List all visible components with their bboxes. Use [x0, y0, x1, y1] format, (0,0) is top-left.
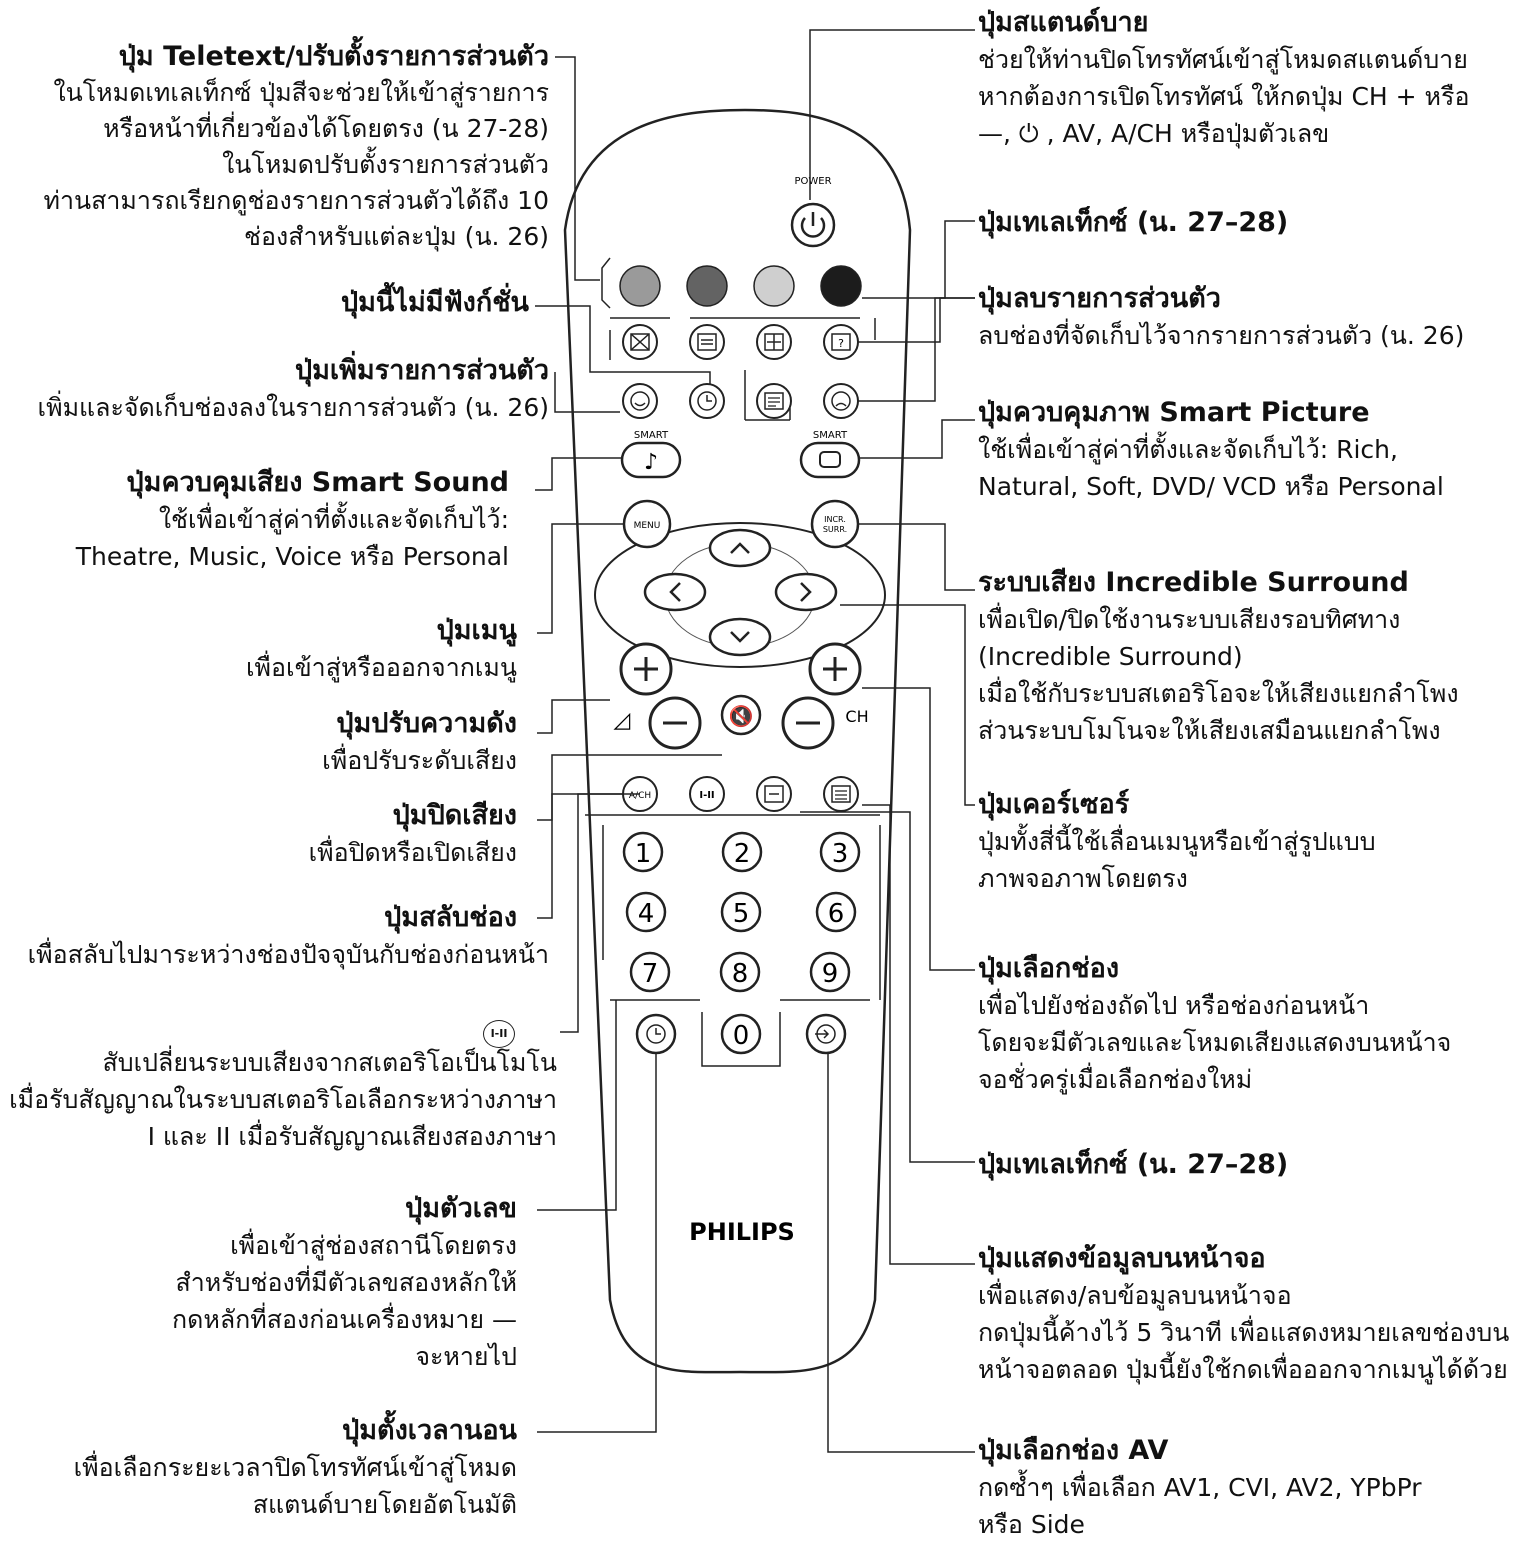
green-teletext-button[interactable] — [687, 266, 727, 306]
digit-button-5[interactable] — [722, 893, 760, 931]
svg-text:0: 0 — [732, 1021, 750, 1051]
digit-button-3[interactable] — [821, 833, 859, 871]
red-teletext-button[interactable] — [620, 266, 660, 306]
digit-button-2[interactable] — [723, 833, 761, 871]
svg-text:7: 7 — [641, 959, 659, 989]
smart-sound-label: SMART — [633, 430, 669, 441]
teletext-cancel-button[interactable] — [623, 325, 657, 359]
label-standby: ปุ่มสแตนด์บาย ช่วยให้ท่านปิดโทรทัศน์เข้าสู่โหมดสแตนด์บาย หากต้องการเปิดโทรทัศน์ ให้กดปุ่ม CH + หรือ —, ⏻ , AV, A/CH หรือปุ่มตัวเลข — [978, 7, 1470, 148]
channel-up-button[interactable] — [810, 644, 860, 694]
yellow-teletext-button[interactable] — [754, 266, 794, 306]
svg-text:5: 5 — [732, 899, 750, 929]
incr-label: INCR. — [824, 515, 846, 524]
teletext-index-button[interactable] — [757, 384, 791, 418]
teletext-mix-button[interactable] — [690, 325, 724, 359]
label-teletext-bottom: ปุ่มเทเลเท็กซ์ (น. 27–28) — [978, 1149, 1289, 1180]
svg-text:6: 6 — [827, 899, 845, 929]
label-no-function: ปุ่มนี้ไม่มีฟังก์ชั่น — [341, 287, 529, 318]
label-smart-sound: ปุ่มควบคุมเสียง Smart Sound ใช้เพื่อเข้าสู่ค่าที่ตั้งและจัดเก็บไว้: Theatre, Music, Voice หรือ Personal — [75, 467, 509, 571]
label-teletext-personal: ปุ่ม Teletext/ปรับตั้งรายการส่วนตัว ในโหมดเทเลเท็กซ์ ปุ่มสีจะช่วยให้เข้าสู่รายการ หรือหน้าที่เกี่ยวข้องได้โดยตรง (น 27-28) ในโหมดปรับตั้งรายการส่วนตัว ท่านสามารถเรียกดูช่องรายการส่วนตัวได้ถึง 10 ช่องสำหรับแต่ละปุ่ม (น. 26) — [43, 41, 549, 251]
label-incredible-surround: ระบบเสียง Incredible Surround เพื่อเปิด/ปิดใช้งานระบบเสียงรอบทิศทาง (Incredible Surround) เมื่อใช้กับระบบสเตอริโอจะให้เสียงแยกลำโพง ส่วนระบบโมโนจะให้เสียงเสมือนแยกลำโพง — [978, 567, 1459, 745]
add-personal-button[interactable] — [623, 384, 657, 418]
svg-text:2: 2 — [733, 839, 751, 869]
smart-picture-button[interactable] — [801, 443, 859, 477]
brand-logo: PHILIPS — [689, 1218, 795, 1246]
menu-button-label: MENU — [633, 521, 661, 531]
label-swap-channel: ปุ่มสลับช่อง เพื่อสลับไปมาระหว่างช่องปัจจุบันกับช่องก่อนหน้า — [27, 902, 549, 969]
cursor-left-button[interactable] — [645, 574, 705, 610]
no-function-button[interactable] — [690, 384, 724, 418]
power-label: POWER — [794, 176, 832, 187]
volume-up-button[interactable] — [621, 644, 671, 694]
label-volume: ปุ่มปรับความดัง เพื่อปรับระดับเสียง — [322, 708, 517, 775]
channel-down-button[interactable] — [783, 698, 833, 748]
smart-sound-button[interactable] — [622, 443, 680, 477]
digit-button-9[interactable] — [811, 953, 849, 991]
incredible-surround-button[interactable] — [812, 501, 858, 547]
stereo-mono-icon: I-II — [483, 1020, 515, 1048]
digit-button-8[interactable] — [721, 953, 759, 991]
label-av-select: ปุ่มเลือกช่อง AV กดซ้ำๆ เพื่อเลือก AV1, CVI, AV2, YPbPr หรือ Side — [978, 1435, 1422, 1539]
teletext-bottom-button[interactable] — [757, 777, 791, 811]
dual-label: I-II — [699, 790, 715, 801]
label-sleep-timer: ปุ่มตั้งเวลานอน เพื่อเลือกระยะเวลาปิดโทรทัศน์เข้าสู่โหมด สแตนด์บายโดยอัตโนมัติ — [73, 1415, 517, 1519]
label-menu: ปุ่มเมนู เพื่อเข้าสู่หรือออกจากเมนู — [246, 615, 517, 682]
teletext-reveal-button[interactable] — [824, 325, 858, 359]
digit-button-0[interactable] — [722, 1015, 760, 1053]
label-smart-picture: ปุ่มควบคุมภาพ Smart Picture ใช้เพื่อเข้าสู่ค่าที่ตั้งและจัดเก็บไว้: Rich, Natural, Soft, DVD/ VCD หรือ Personal — [978, 397, 1444, 501]
svg-text:3: 3 — [831, 839, 849, 869]
label-add-personal: ปุ่มเพิ่มรายการส่วนตัว เพิ่มและจัดเก็บช่องลงในรายการส่วนตัว (น. 26) — [37, 355, 549, 422]
smart-picture-label: SMART — [812, 430, 848, 441]
cyan-teletext-button[interactable] — [821, 266, 861, 306]
digit-button-6[interactable] — [817, 893, 855, 931]
stereo-mono-button[interactable] — [690, 777, 724, 811]
mute-icon: 🔇 — [728, 704, 754, 728]
osd-button[interactable] — [824, 777, 858, 811]
cursor-up-button[interactable] — [710, 530, 770, 566]
menu-button[interactable] — [624, 501, 670, 547]
svg-text:9: 9 — [821, 959, 839, 989]
label-digits: ปุ่มตัวเลข เพื่อเข้าสู่ช่องสถานีโดยตรง สำหรับช่องที่มีตัวเลขสองหลักให้ กดหลักที่สองก่อนเครื่องหมาย — จะหายไป — [171, 1193, 517, 1371]
mute-button[interactable] — [722, 696, 760, 734]
sleep-timer-button[interactable] — [637, 1015, 675, 1053]
label-cursor: ปุ่มเคอร์เซอร์ ปุ่มทั้งสี่นี้ใช้เลื่อนเมนูหรือเข้าสู่รูปแบบ ภาพจอภาพโดยตรง — [978, 789, 1376, 893]
delete-personal-button[interactable] — [824, 384, 858, 418]
svg-text:8: 8 — [731, 959, 749, 989]
volume-icon: ◿ — [613, 708, 631, 733]
surr-label: SURR. — [822, 525, 848, 534]
ach-label: A/CH — [628, 791, 652, 801]
digit-button-7[interactable] — [631, 953, 669, 991]
cursor-right-button[interactable] — [776, 574, 836, 610]
digit-button-4[interactable] — [627, 893, 665, 931]
label-teletext-top: ปุ่มเทเลเท็กซ์ (น. 27–28) — [978, 207, 1289, 238]
label-delete-personal: ปุ่มลบรายการส่วนตัว ลบช่องที่จัดเก็บไว้จากรายการส่วนตัว (น. 26) — [978, 283, 1465, 350]
digit-button-1[interactable] — [624, 833, 662, 871]
teletext-double-button[interactable] — [757, 325, 791, 359]
svg-text:4: 4 — [637, 899, 655, 929]
label-mute: ปุ่มปิดเสียง เพื่อปิดหรือเปิดเสียง — [308, 800, 517, 867]
svg-text:1: 1 — [634, 839, 652, 869]
cursor-down-button[interactable] — [710, 619, 770, 655]
svg-text:?: ? — [838, 337, 844, 350]
label-channel-select: ปุ่มเลือกช่อง เพื่อไปยังช่องถัดไป หรือช่องก่อนหน้า โดยจะมีตัวเลขและโหมดเสียงแสดงบนหน้าจ จอชั่วครู่เมื่อเลือกช่องใหม่ — [978, 953, 1452, 1094]
power-button[interactable] — [792, 204, 834, 246]
label-stereo-mono: สับเปลี่ยนระบบเสียงจากสเตอริโอเป็นโมโน เมื่อรับสัญญาณในระบบสเตอริโอเลือกระหว่างภาษา I และ II เมื่อรับสัญญาณเสียงสองภาษา — [9, 1048, 557, 1151]
channel-label: CH — [845, 707, 869, 726]
music-note-icon: ♪ — [643, 450, 659, 475]
av-select-button[interactable] — [807, 1015, 845, 1053]
volume-down-button[interactable] — [650, 698, 700, 748]
label-osd: ปุ่มแสดงข้อมูลบนหน้าจอ เพื่อแสดง/ลบข้อมูลบนหน้าจอ กดปุ่มนี้ค้างไว้ 5 วินาที เพื่อแสดงหมายเลขช่องบน หน้าจอตลอด ปุ่มนี้ยังใช้กดเพื่อออกจากเมนูได้ด้วย — [978, 1243, 1510, 1384]
